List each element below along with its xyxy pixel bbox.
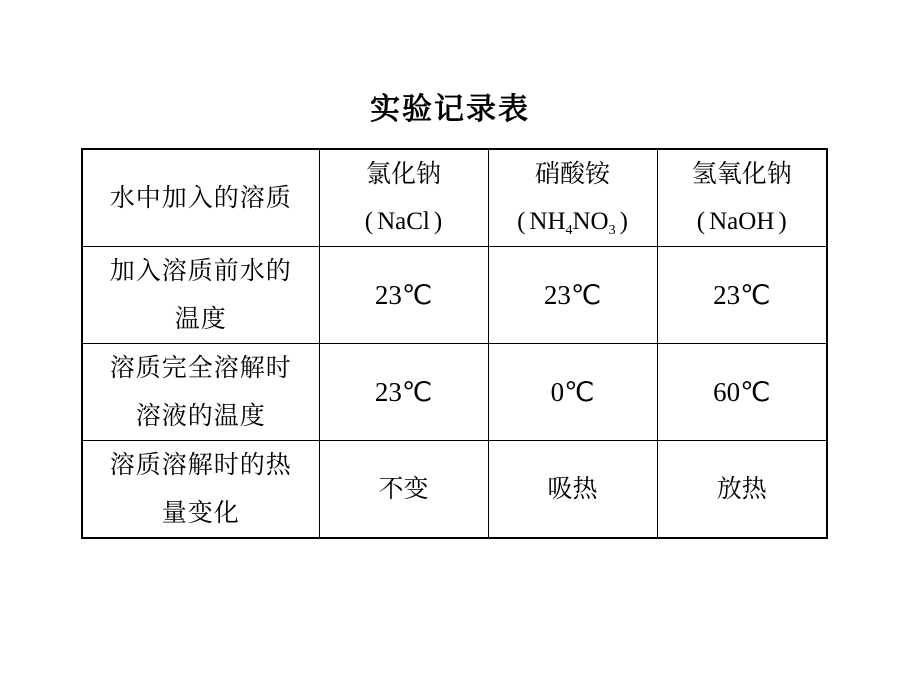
row-label-line: 温度 <box>174 304 227 333</box>
solute-header-nacl <box>319 149 488 247</box>
row-label-line: 量变化 <box>161 498 240 527</box>
cell-value: 吸热 <box>547 474 598 503</box>
cell-value: 23℃ <box>374 376 433 407</box>
cell-value: 不变 <box>378 474 429 503</box>
row-label-line: 溶质完全溶解时 <box>109 353 292 382</box>
page-title: 实验记录表 <box>370 92 530 127</box>
row-label-cell <box>82 344 319 441</box>
value-cell <box>488 247 657 344</box>
solute-header-nh4no3 <box>488 149 657 247</box>
solute-formula: ( $NH_4NO_3$ ) <box>517 208 628 238</box>
row-label-cell <box>82 441 319 539</box>
solute-header-naoh <box>657 149 827 247</box>
value-cell <box>657 344 827 441</box>
solute-name: 氯化钠 <box>365 159 441 188</box>
cell-value: 放热 <box>716 474 767 503</box>
solute-formula: ( NaCl ) <box>364 208 443 235</box>
cell-value: 0℃ <box>550 376 595 407</box>
cell-value: 23℃ <box>543 279 602 310</box>
value-cell <box>319 344 488 441</box>
value-cell <box>319 247 488 344</box>
table-row <box>82 344 827 441</box>
cell-value: 23℃ <box>374 279 433 310</box>
value-cell <box>488 344 657 441</box>
row-label-line: 溶质溶解时的热 <box>109 450 292 479</box>
solute-formula: ( NaOH ) <box>696 208 787 235</box>
row-label-line: 溶液的温度 <box>135 401 266 430</box>
row-label-cell <box>82 247 319 344</box>
header-label: 水中加入的溶质 <box>109 183 292 212</box>
table-header-row <box>82 149 827 247</box>
value-cell <box>319 441 488 539</box>
table-row <box>82 247 827 344</box>
cell-value: 60℃ <box>713 376 771 407</box>
solute-name: 硝酸铵 <box>534 159 610 188</box>
header-label-cell <box>82 149 319 247</box>
value-cell <box>657 441 827 539</box>
experiment-record-table <box>81 148 828 539</box>
solute-name: 氢氧化钠 <box>691 159 792 188</box>
value-cell <box>657 247 827 344</box>
row-label-line: 加入溶质前水的 <box>109 256 292 285</box>
table-row <box>82 441 827 539</box>
cell-value: 23℃ <box>713 279 771 310</box>
value-cell <box>488 441 657 539</box>
